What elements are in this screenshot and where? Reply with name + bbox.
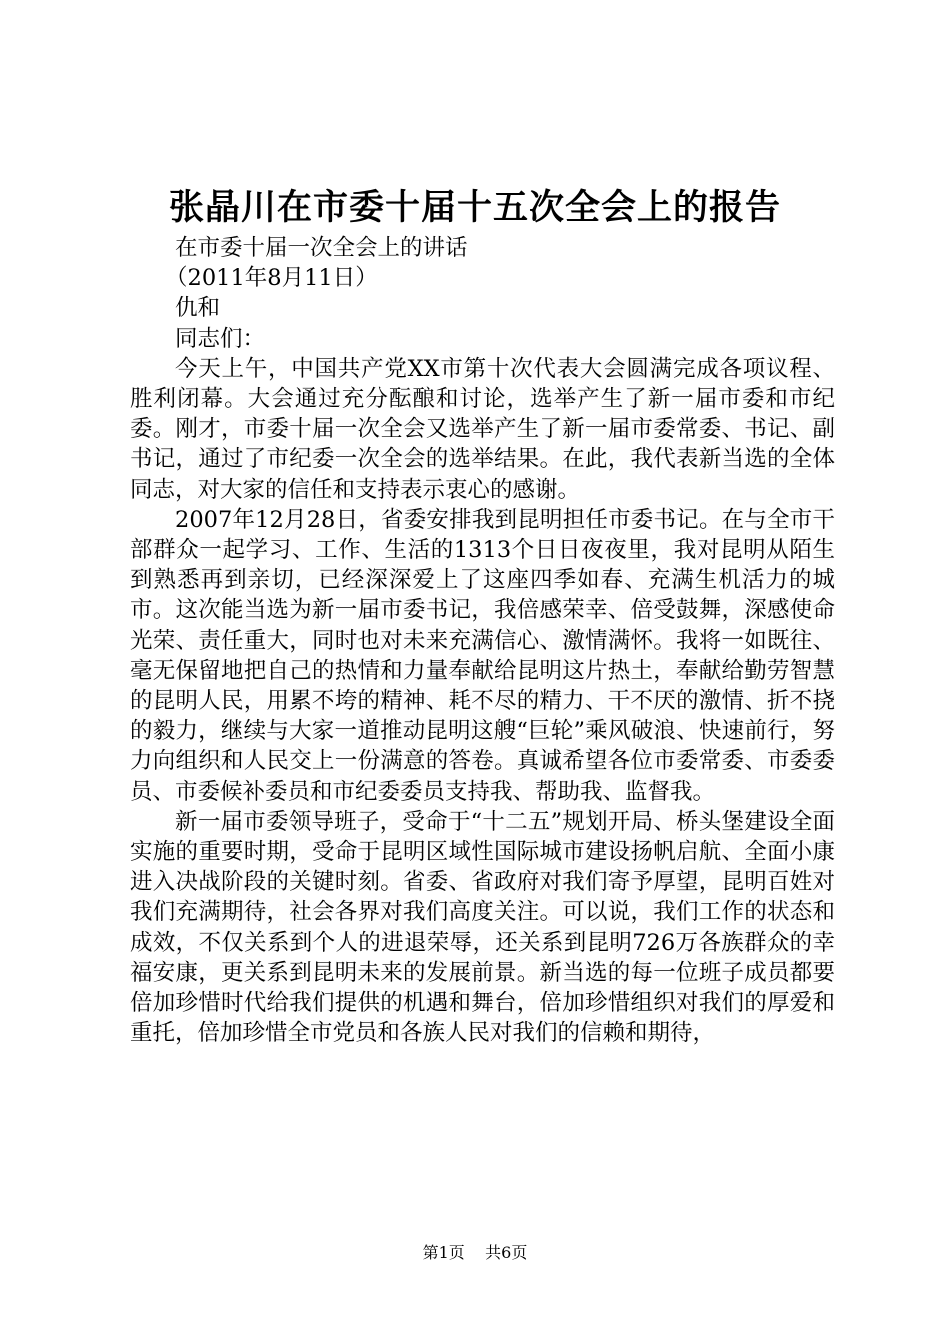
paragraph-1: 今天上午，中国共产党XX市第十次代表大会圆满完成各项议程、胜利闭幕。大会通过充分酝酿和讨论，选举产生了新一届市委和市纪委。刚才，市委十届一次全会又选举产生了新一届市委常委、书记、副书记，通过了市纪委一次全会的选举结果。在此，我代表新当选的全体同志，对大家的信任和支持表示衷心的感谢。 xyxy=(130,355,835,503)
speech-subtitle: 在市委十届一次全会上的讲话 xyxy=(175,235,468,261)
paragraph-3: 新一届市委领导班子，受命于“十二五”规划开局、桥头堡建设全面实施的重要时期，受命于昆明区域性国际城市建设扬帆启航、全面小康进入决战阶段的关键时刻。省委、省政府对我们寄予厚望，昆明百姓对我们充满期待，社会各界对我们高度关注。可以说，我们工作的状态和成效，不仅关系到个人的进退荣辱，还关系到昆明726万各族群众的幸福安康，更关系到昆明未来的发展前景。新当选的每一位班子成员都要倍加珍惜时代给我们提供的机遇和舞台，倍加珍惜组织对我们的厚爱和重托，倍加珍惜全市党员和各族人民对我们的信赖和期待， xyxy=(130,808,835,1047)
salutation: 同志们： xyxy=(175,325,266,352)
speech-date: （2011年8月11日） xyxy=(165,265,378,292)
document-body xyxy=(130,233,835,1048)
paragraph-2: 2007年12月28日，省委安排我到昆明担任市委书记。在与全市干部群众一起学习、工作、生活的1313个日日夜夜里，我对昆明从陌生到熟悉再到亲切，已经深深爱上了这座四季如春、充满生机活力的城市。这次能当选为新一届市委书记，我倍感荣幸、倍受鼓舞，深感使命光荣、责任重大，同时也对未来充满信心、激情满怀。我将一如既往、毫无保留地把自己的热情和力量奉献给昆明这片热土，奉献给勤劳智慧的昆明人民，用累不垮的精神、耗不尽的精力、干不厌的激情、折不挠的毅力，继续与大家一道推动昆明这艘“巨轮”乘风破浪、快速前行，努力向组织和人民交上一份满意的答卷。真诚希望各位市委常委、市委委员、市委候补委员和市纪委委员支持我、帮助我、监督我。 xyxy=(130,506,835,805)
page-separator xyxy=(470,1243,480,1262)
document-title: 张晶川在市委十届十五次全会上的报告 xyxy=(168,188,781,228)
speaker-name: 仇和 xyxy=(175,295,221,322)
page-footer xyxy=(0,1242,950,1264)
page-number: 第1页 xyxy=(422,1243,465,1262)
page-total: 共6页 xyxy=(485,1243,528,1262)
